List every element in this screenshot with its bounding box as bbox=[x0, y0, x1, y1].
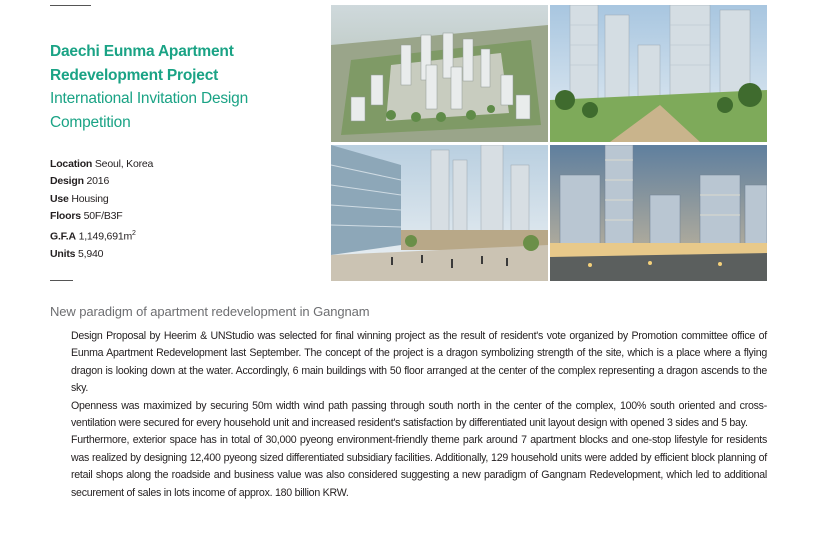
street-plaza-photo bbox=[331, 145, 548, 281]
project-title-block bbox=[50, 40, 310, 134]
spec-value: 50F/B3F bbox=[83, 209, 123, 222]
body-text bbox=[71, 328, 767, 502]
body-paragraph-2: Openness was maximized by securing 50m width wind path passing through south north in the center of the complex, 100% south oriented and cross-ventilation were secured for every household unit and increased resident's satisfaction by differentiated unit layout design with opened 3 sides and 5 bay. bbox=[71, 399, 767, 430]
project-subtitle-line1: International Invitation Design bbox=[50, 90, 249, 107]
top-divider bbox=[50, 5, 91, 6]
aerial-view-photo bbox=[331, 5, 548, 142]
specs-divider bbox=[50, 280, 73, 281]
project-specs bbox=[50, 156, 153, 263]
spec-label: Units bbox=[50, 247, 76, 260]
spec-label: Use bbox=[50, 192, 69, 205]
spec-unit-superscript: 2 bbox=[132, 230, 136, 238]
spec-label: Design bbox=[50, 175, 84, 188]
spec-label: Floors bbox=[50, 209, 81, 222]
spec-gfa bbox=[50, 225, 153, 246]
spec-label: G.F.A bbox=[50, 230, 76, 243]
spec-value: 5,940 bbox=[77, 247, 104, 260]
body-paragraph-1: Design Proposal by Heerim & UNStudio was selected for final winning project as the result of resident's vote organized by Promotion committee office of Eunma Apartment Redevelopment last September. The concept of the project is a dragon symbolizing strength of the site, which is a place where a flying dragon is looking down at the water. Accordingly, 6 main buildings with 50 floor arranged at the center of the complex representing a dragon ascends to the sky. bbox=[71, 330, 767, 395]
section-heading: New paradigm of apartment redevelopment in Gangnam bbox=[50, 304, 370, 319]
project-title-line1: Daechi Eunma Apartment bbox=[50, 43, 234, 60]
spec-use bbox=[50, 191, 153, 208]
body-paragraph-3: Furthermore, exterior space has in total of 30,000 pyeong environment-friendly theme park around 7 apartment blocks and one-stop lifestyle for residents was realized by designing 12,400 pyeong sized differentiated subsidiary facilities. Additionally, 129 household units were added by efficient block planning of retail shops along the roadside and business value was also considered suggesting a new paradigm of Gangnam Redevelopment, which led to additional securement of sales in lots income of approx. 180 billion KRW. bbox=[71, 434, 767, 499]
spec-value: Seoul, Korea bbox=[94, 158, 154, 170]
spec-label: Location bbox=[50, 158, 93, 170]
spec-location bbox=[50, 156, 153, 173]
spec-floors bbox=[50, 208, 153, 225]
spec-units bbox=[50, 246, 153, 263]
evening-towers-photo bbox=[550, 145, 767, 281]
photo-grid bbox=[331, 5, 767, 281]
spec-value: Housing bbox=[71, 192, 109, 205]
park-towers-photo bbox=[550, 5, 767, 142]
spec-value: 2016 bbox=[86, 175, 110, 188]
project-subtitle-line2: Competition bbox=[50, 113, 131, 131]
spec-value: 1,149,691m bbox=[78, 230, 133, 243]
project-title-line2: Redevelopment Project bbox=[50, 66, 219, 84]
spec-design bbox=[50, 173, 153, 190]
